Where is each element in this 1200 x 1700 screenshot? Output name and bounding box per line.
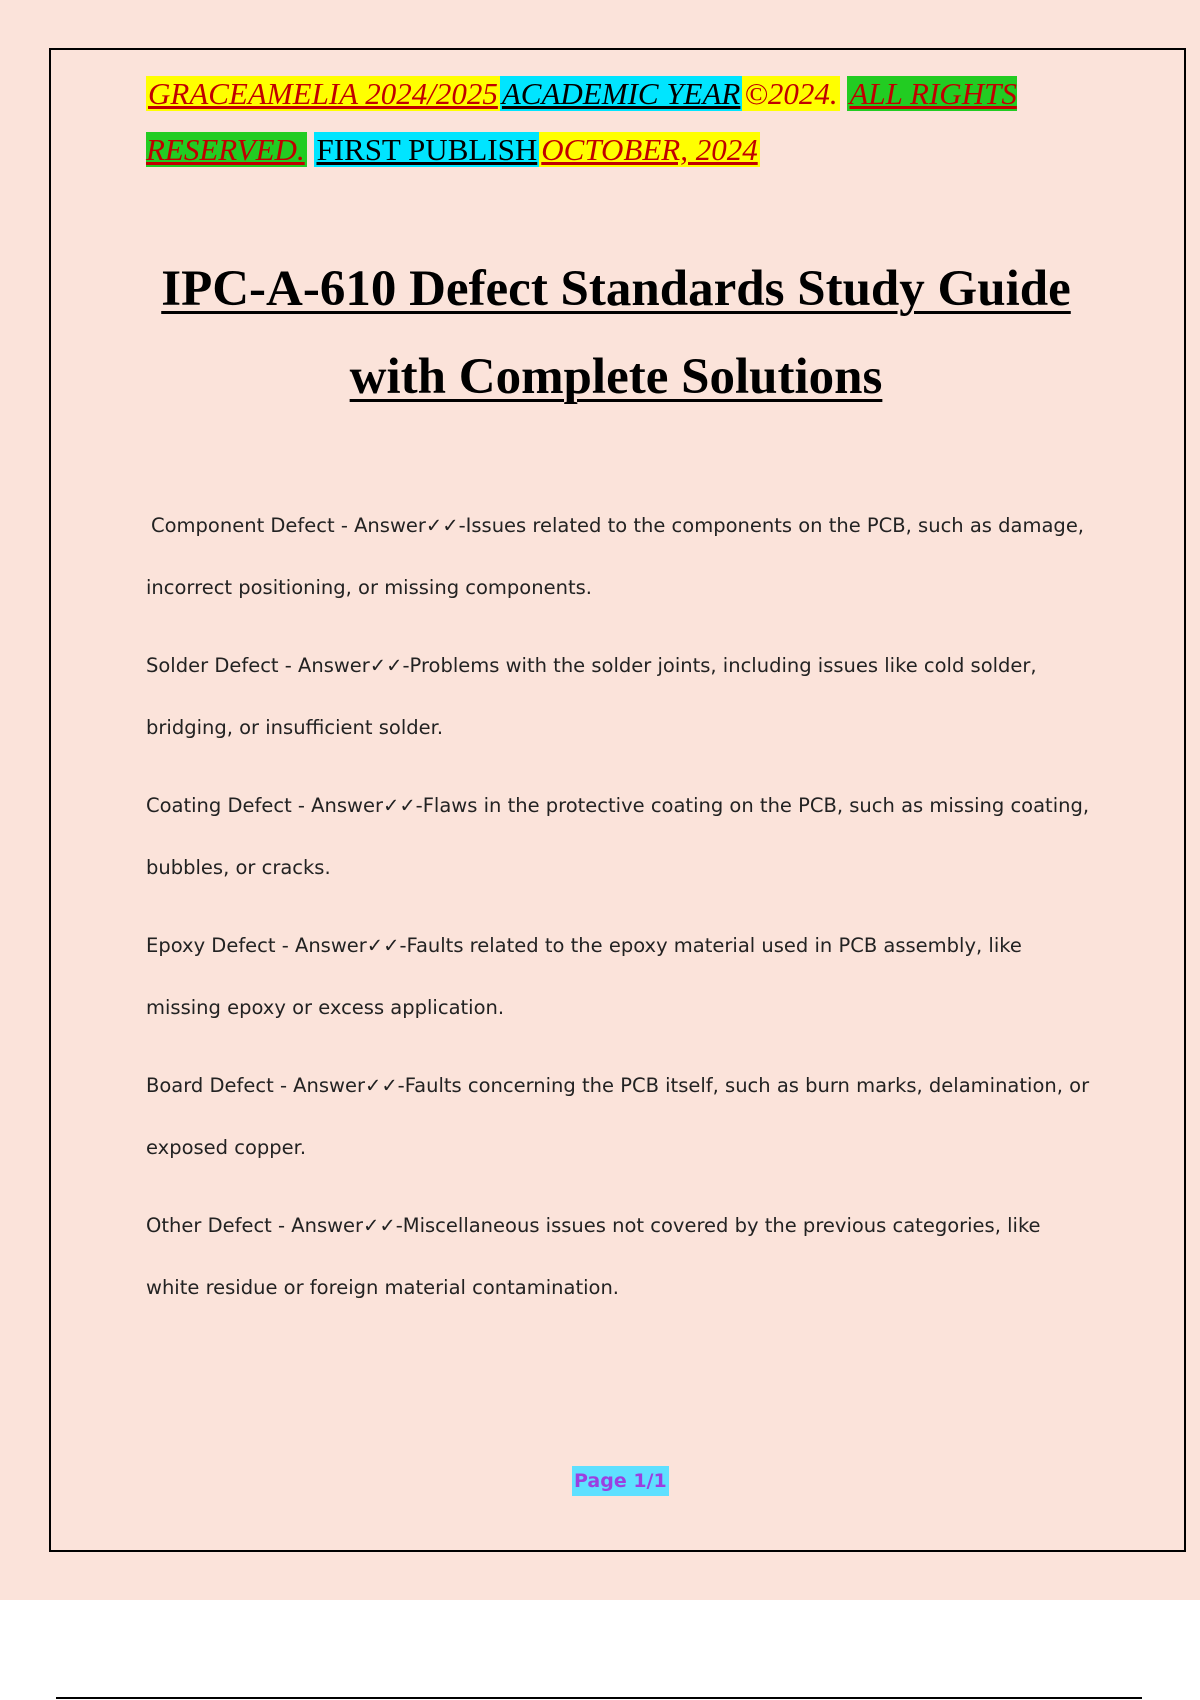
copyright-header bbox=[146, 66, 1096, 178]
qa-list bbox=[146, 495, 1096, 1335]
qa-item-epoxy-defect: Epoxy Defect - Answer✓✓-Faults related to the epoxy material used in PCB assembly, like missing epoxy or excess application. bbox=[146, 934, 1022, 1019]
bottom-divider bbox=[56, 1697, 1142, 1699]
header-author-year: GRACEAMELIA 2024/2025 bbox=[148, 76, 498, 111]
header-copyright: ©2024. bbox=[744, 76, 838, 111]
qa-item-component-defect: Component Defect - Answer✓✓-Issues related to the components on the PCB, such as damage, incorrect positioning, or missing components. bbox=[146, 514, 1085, 599]
title-line-2: with Complete Solutions bbox=[349, 349, 883, 405]
page-number: Page 1/1 bbox=[572, 1466, 669, 1496]
qa-item-other-defect: Other Defect - Answer✓✓-Miscellaneous issues not covered by the previous categories, like white residue or foreign material contamination. bbox=[146, 1214, 1041, 1299]
title-line-1: IPC-A-610 Defect Standards Study Guide bbox=[161, 261, 1071, 317]
header-publish-date: OCTOBER, 2024 bbox=[541, 132, 758, 167]
qa-item-board-defect: Board Defect - Answer✓✓-Faults concerning the PCB itself, such as burn marks, delamination, or exposed copper. bbox=[146, 1074, 1090, 1159]
header-academic-year: ACADEMIC YEAR bbox=[501, 76, 741, 111]
qa-item-coating-defect: Coating Defect - Answer✓✓-Flaws in the protective coating on the PCB, such as missing coating, bubbles, or cracks. bbox=[146, 794, 1090, 879]
header-rights-reserved: ALL RIGHTS RESERVED. bbox=[146, 76, 1017, 167]
header-first-publish: FIRST PUBLISH bbox=[316, 132, 538, 167]
qa-item-solder-defect: Solder Defect - Answer✓✓-Problems with the solder joints, including issues like cold solder, bridging, or insufficient solder. bbox=[146, 654, 1037, 739]
document-title bbox=[120, 245, 1112, 421]
